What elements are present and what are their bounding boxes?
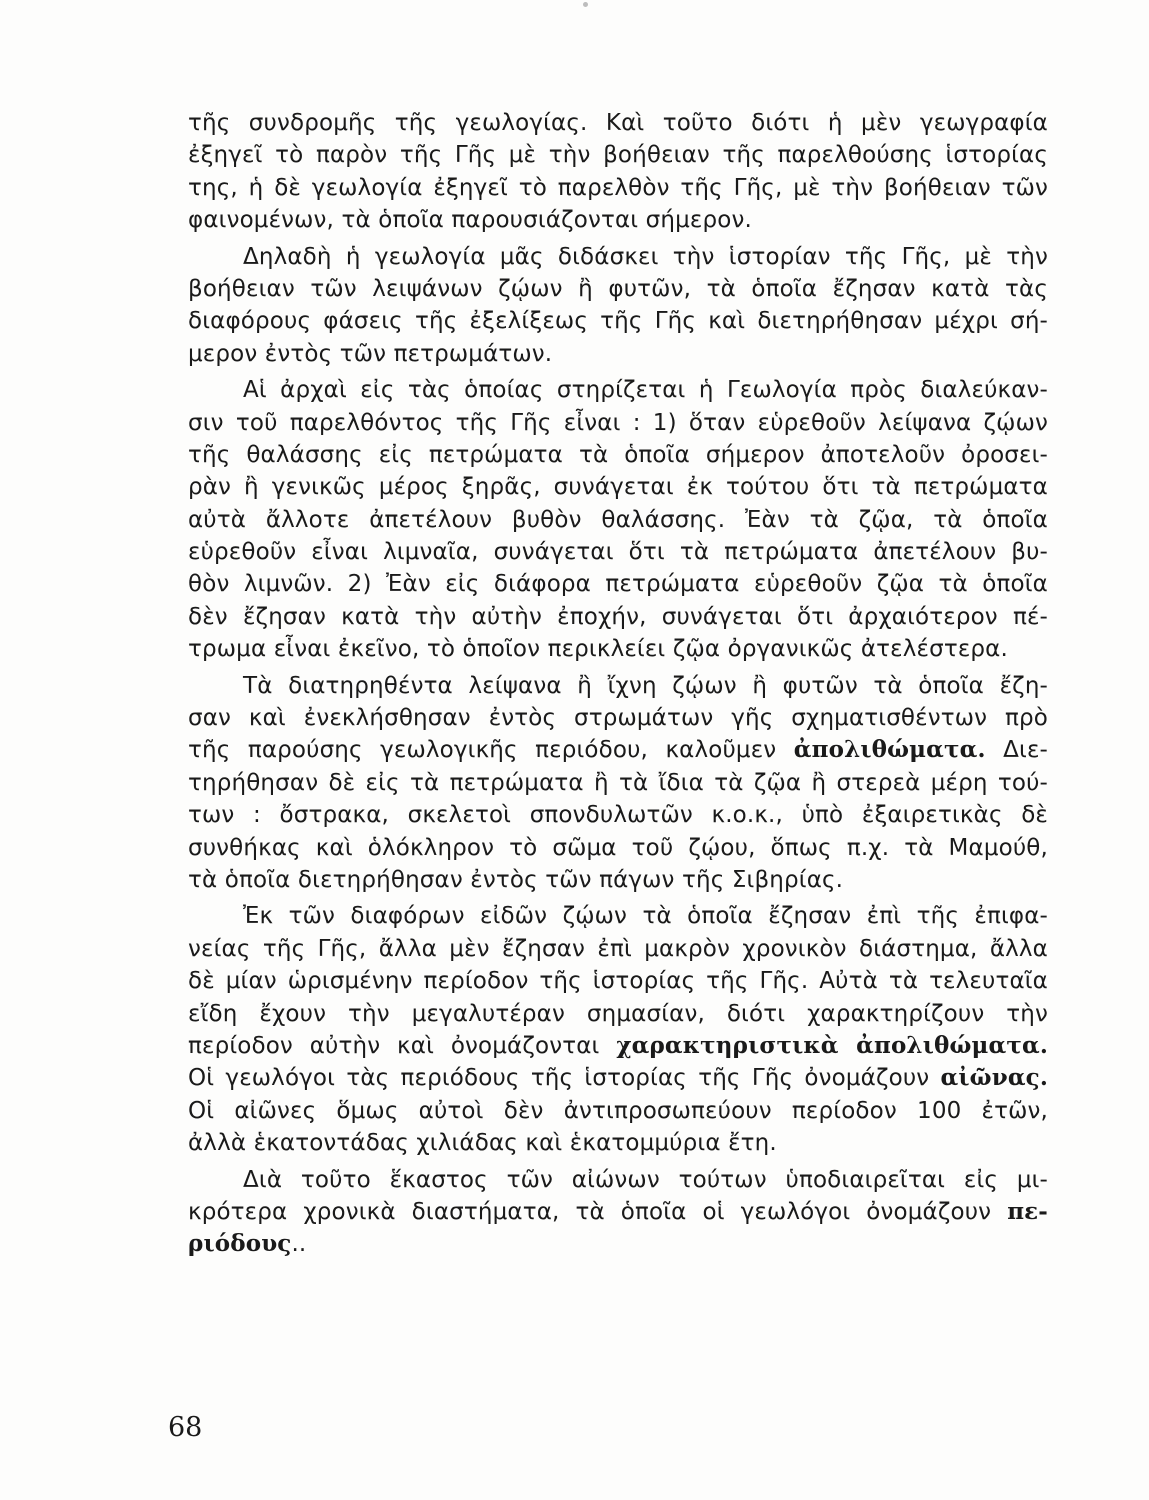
text-line: σιν τοῦ παρελθόντος τῆς Γῆς εἶναι : 1) ὅταν εὑρεθοῦν λείψανα ζῴων	[188, 409, 1048, 436]
text-line: εὑρεθοῦν εἶναι λιμναῖα, συνάγεται ὅτι τὰ πετρώματα ἀπετέλουν βυ-	[188, 539, 1048, 566]
bold-term-periods-part2: ριόδους	[188, 1230, 292, 1258]
text-line: νείας τῆς Γῆς, ἄλλα μὲν ἔζησαν ἐπὶ μακρὸν χρονικὸν διάστημα, ἄλλα	[188, 935, 1048, 962]
text-line	[188, 734, 1048, 766]
bold-term-eons: αἰῶνας.	[940, 1064, 1048, 1092]
text-line: ἐξηγεῖ τὸ παρὸν τῆς Γῆς μὲ τὴν βοήθειαν τῆς παρελθούσης ἱστορίας	[188, 142, 1048, 169]
paragraph-6	[188, 1164, 1048, 1261]
paragraph-3	[188, 374, 1048, 666]
page-body-text	[188, 107, 1048, 1261]
text-line	[188, 1228, 1048, 1260]
paragraph-4	[188, 670, 1048, 897]
text-line: Ἐκ τῶν διαφόρων εἰδῶν ζῴων τὰ ὁποῖα ἔζησαν ἐπὶ τῆς ἐπιφα-	[243, 903, 1048, 930]
paragraph-1	[188, 107, 1048, 237]
text-line: συνθήκας καὶ ὁλόκληρον τὸ σῶμα τοῦ ζῴου, ὅπως π.χ. τὰ Μαμούθ,	[188, 834, 1048, 861]
text-line: Δηλαδὴ ἡ γεωλογία μᾶς διδάσκει τὴν ἱστορίαν τῆς Γῆς, μὲ τὴν	[243, 243, 1048, 270]
page-number: 68	[168, 1412, 203, 1443]
paper-speck	[583, 2, 588, 7]
text-line: Τὰ διατηρηθέντα λείψανα ἢ ἴχνη ζῴων ἢ φυτῶν τὰ ὁποῖα ἔζη-	[243, 672, 1048, 699]
text-line: τρωμα εἶναι ἐκεῖνο, τὸ ὁποῖον περικλείει ζῷα ὀργανικῶς ἀτελέστερα.	[188, 636, 1008, 663]
text-line: της, ἡ δὲ γεωλογία ἐξηγεῖ τὸ παρελθὸν τῆς Γῆς, μὲ τὴν βοήθειαν τῶν	[188, 174, 1048, 201]
paragraph-2	[188, 241, 1048, 371]
text-line: βοήθειαν τῶν λειψάνων ζῴων ἢ φυτῶν, τὰ ὁποῖα ἔζησαν κατὰ τὰς	[188, 275, 1048, 302]
text-fragment: περίοδον αὐτὴν καὶ ὀνομάζονται	[188, 1032, 600, 1059]
text-line: τῆς συνδρομῆς τῆς γεωλογίας. Καὶ τοῦτο διότι ἡ μὲν γεωγραφία	[188, 110, 1048, 136]
text-line	[188, 1196, 1048, 1228]
text-line: των : ὄστρακα, σκελετοὶ σπονδυλωτῶν κ.ο.κ., ὑπὸ ἐξαιρετικὰς δὲ	[188, 802, 1048, 829]
text-line	[188, 1062, 1048, 1094]
text-line: ἀλλὰ ἑκατοντάδας χιλιάδας καὶ ἑκατομμύρια ἔτη.	[188, 1130, 777, 1157]
text-line: αὐτὰ ἄλλοτε ἀπετέλουν βυθὸν θαλάσσης. Ἐὰν τὰ ζῷα, τὰ ὁποῖα	[188, 506, 1048, 533]
bold-term-periods-part1: πε-	[1007, 1197, 1048, 1225]
text-fragment: ..	[291, 1231, 307, 1258]
text-fragment: τῆς παρούσης γεωλογικῆς περιόδου, καλοῦμεν	[188, 737, 777, 764]
text-line: δὲν ἔζησαν κατὰ τὴν αὐτὴν ἐποχήν, συνάγεται ὅτι ἀρχαιότερον πέ-	[188, 603, 1048, 630]
text-line	[188, 1030, 1048, 1062]
text-fragment: Οἱ γεωλόγοι τὰς περιόδους τῆς ἱστορίας τῆς Γῆς ὀνομάζουν	[188, 1065, 930, 1092]
text-line: Διὰ τοῦτο ἕκαστος τῶν αἰώνων τούτων ὑποδιαιρεῖται εἰς μι-	[243, 1166, 1048, 1193]
paragraph-5	[188, 900, 1048, 1159]
text-line: σαν καὶ ἐνεκλήσθησαν ἐντὸς στρωμάτων γῆς σχηματισθέντων πρὸ	[188, 705, 1048, 732]
text-line: Αἱ ἀρχαὶ εἰς τὰς ὁποίας στηρίζεται ἡ Γεωλογία πρὸς διαλεύκαν-	[243, 377, 1048, 404]
text-fragment: κρότερα χρονικὰ διαστήματα, τὰ ὁποῖα οἱ γεωλόγοι ὀνομάζουν	[188, 1198, 992, 1225]
text-line: φαινομένων, τὰ ὁποῖα παρουσιάζονται σήμερον.	[188, 207, 752, 234]
text-line: Οἱ αἰῶνες ὅμως αὐτοὶ δὲν ἀντιπροσωπεύουν περίοδον 100 ἐτῶν,	[188, 1097, 1048, 1124]
text-line: μερον ἐντὸς τῶν πετρωμάτων.	[188, 340, 553, 367]
text-line: ρὰν ἢ γενικῶς μέρος ξηρᾶς, συνάγεται ἐκ τούτου ὅτι τὰ πετρώματα	[188, 474, 1048, 501]
text-line: διαφόρους φάσεις τῆς ἐξελίξεως τῆς Γῆς καὶ διετηρήθησαν μέχρι σή-	[188, 308, 1048, 335]
bold-term-fossils: ἀπολιθώματα.	[793, 736, 986, 764]
text-line: τῆς θαλάσσης εἰς πετρώματα τὰ ὁποῖα σήμερον ἀποτελοῦν ὀροσει-	[188, 441, 1048, 468]
text-line: θὸν λιμνῶν. 2) Ἐὰν εἰς διάφορα πετρώματα εὑρεθοῦν ζῷα τὰ ὁποῖα	[188, 571, 1048, 598]
bold-term-characteristic-fossils: χαρακτηριστικὰ ἀπολιθώματα.	[616, 1031, 1048, 1059]
text-line: εἴδη ἔχουν τὴν μεγαλυτέραν σημασίαν, διότι χαρακτηρίζουν τὴν	[188, 1000, 1048, 1027]
text-fragment: Διε-	[1003, 737, 1048, 764]
text-line: τηρήθησαν δὲ εἰς τὰ πετρώματα ἢ τὰ ἴδια τὰ ζῷα ἢ στερεὰ μέρη τού-	[188, 769, 1048, 796]
text-line: τὰ ὁποῖα διετηρήθησαν ἐντὸς τῶν πάγων τῆς Σιβηρίας.	[188, 866, 844, 893]
text-line: δὲ μίαν ὡρισμένην περίοδον τῆς ἱστορίας τῆς Γῆς. Αὐτὰ τὰ τελευταῖα	[188, 968, 1048, 995]
